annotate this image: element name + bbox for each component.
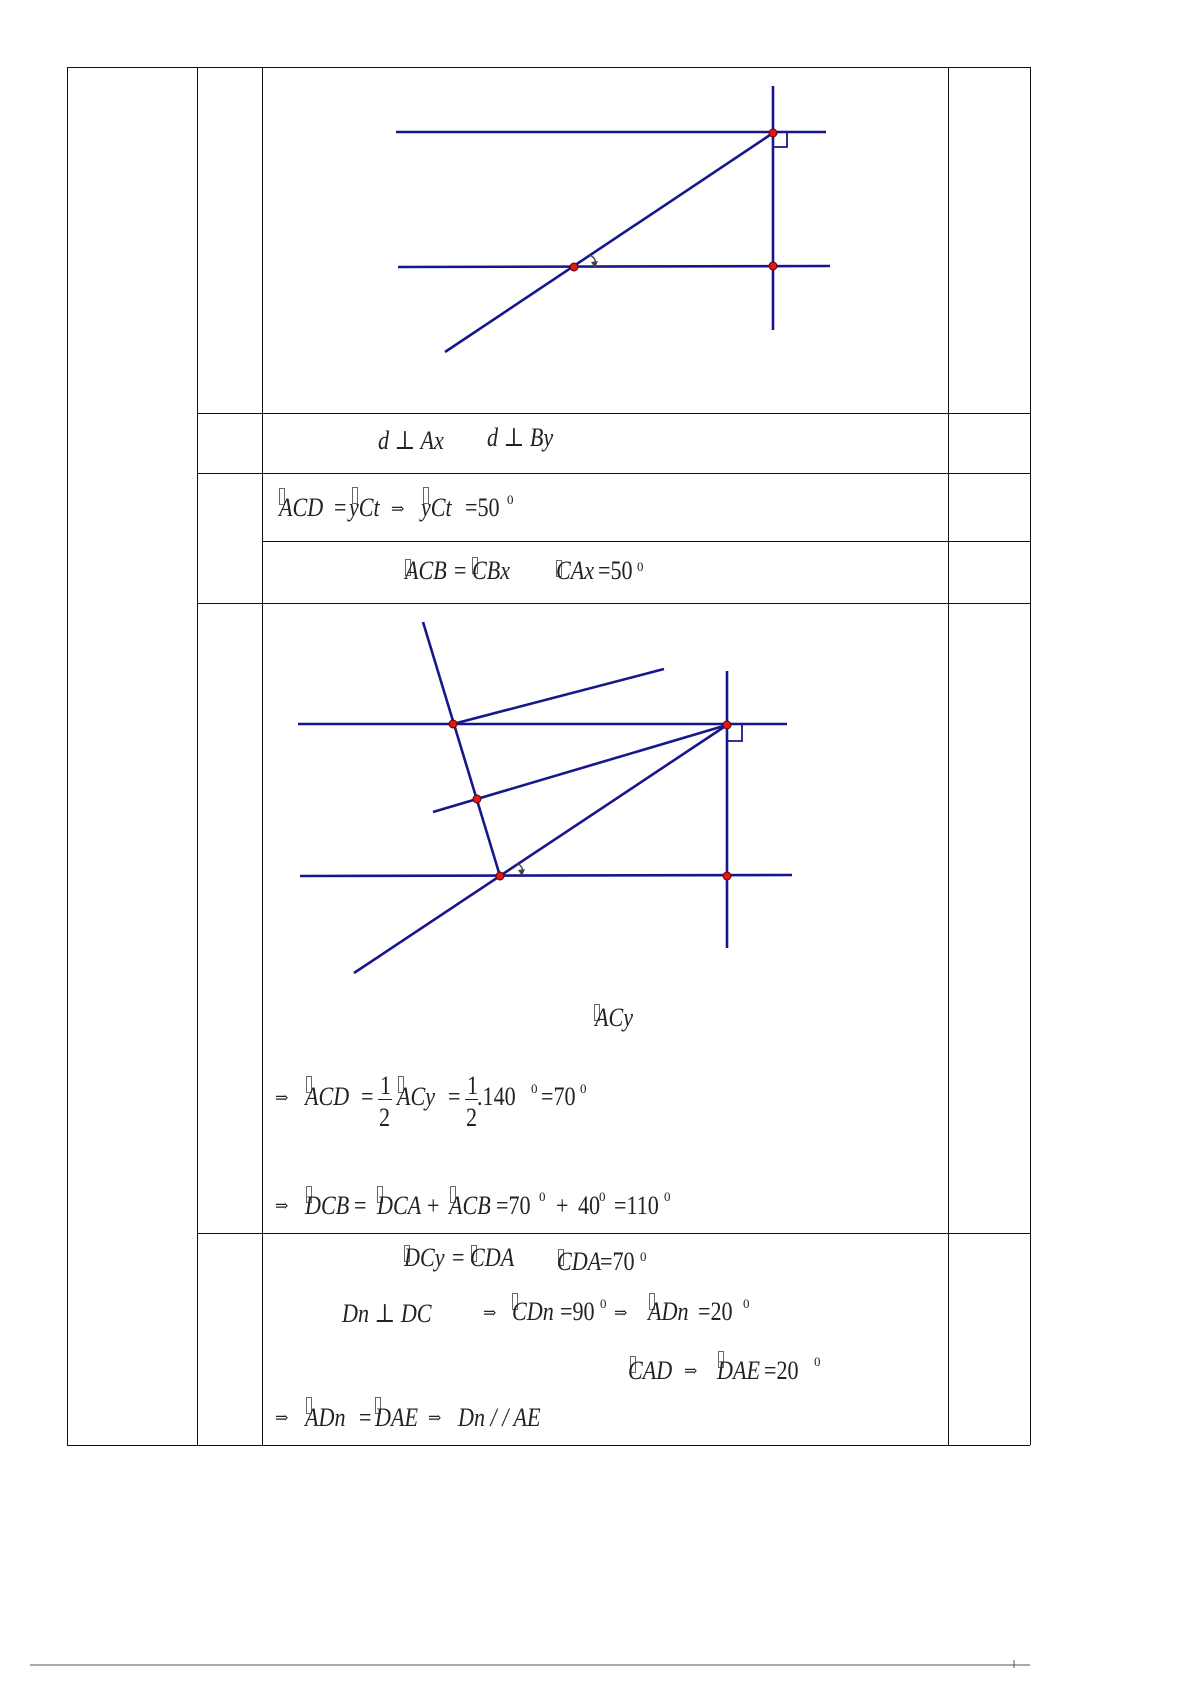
figure-2-transversal-line xyxy=(354,725,727,973)
implies-symbol: ⇒ xyxy=(275,1196,289,1215)
math-value: =110 xyxy=(614,1191,659,1220)
math-value: =90 xyxy=(560,1297,595,1326)
math-operator: = xyxy=(448,1082,461,1111)
angle-name: CDA xyxy=(470,1243,515,1272)
figure-1 xyxy=(396,86,830,352)
degree-superscript: 0 xyxy=(640,1249,647,1264)
degree-superscript: 0 xyxy=(600,1296,607,1311)
math-operator: + xyxy=(427,1191,440,1220)
angle-name: DCA xyxy=(377,1191,422,1220)
angle-name: yCt xyxy=(421,493,452,522)
angle-name: ACy xyxy=(595,1003,634,1032)
figure-2-point xyxy=(449,720,457,728)
implies-symbol: ⇒ xyxy=(275,1088,289,1107)
angle-name: CDn xyxy=(512,1297,554,1326)
math-operator: = xyxy=(359,1403,372,1432)
math-value: =70 xyxy=(600,1247,635,1276)
figure-2-point xyxy=(723,872,731,880)
math-operator: = xyxy=(334,493,347,522)
math-value: =20 xyxy=(698,1297,733,1326)
figure-2-ray-from-top-point xyxy=(453,669,664,724)
figure-2-bottom-horizontal-line xyxy=(300,875,792,876)
angle-name: ACD xyxy=(279,493,324,522)
math-operator: = xyxy=(354,1191,367,1220)
perpendicular-by-expression: d ⊥ By xyxy=(487,423,554,452)
angle-name: DCy xyxy=(404,1243,445,1272)
angle-name: ACB xyxy=(405,556,447,585)
figure-2-point xyxy=(723,721,731,729)
angle-name: ADn xyxy=(648,1297,689,1326)
implies-symbol: ⇒ xyxy=(275,1408,289,1427)
angle-name: CAD xyxy=(628,1356,673,1385)
angle-name: CBx xyxy=(472,556,511,585)
angle-name: ACy xyxy=(397,1082,436,1111)
degree-superscript: 0 xyxy=(664,1189,671,1204)
degree-superscript: 0 xyxy=(814,1354,821,1369)
figure-2-steep-line xyxy=(423,622,500,876)
figure-1-point xyxy=(769,262,777,270)
figure-2 xyxy=(298,622,792,973)
implies-symbol: ⇒ xyxy=(391,499,405,518)
math-value: =70 xyxy=(541,1082,576,1111)
degree-superscript: 0 xyxy=(637,559,644,574)
fraction-bar xyxy=(378,1099,392,1100)
fraction-denominator: 2 xyxy=(466,1103,478,1132)
angle-name: ACD xyxy=(305,1082,350,1111)
degree-superscript: 0 xyxy=(507,492,514,507)
figure-1-transversal-line xyxy=(445,133,773,352)
math-value: =20 xyxy=(764,1356,799,1385)
math-value: =50 xyxy=(598,556,633,585)
figure-2-point xyxy=(473,795,481,803)
perpendicular-dn-expression: Dn ⊥ DC xyxy=(342,1299,432,1328)
perpendicular-ax-expression: d ⊥ Ax xyxy=(378,426,444,455)
degree-superscript: 0 xyxy=(743,1296,750,1311)
figure-1-bottom-horizontal-line xyxy=(398,266,830,267)
implies-symbol: ⇒ xyxy=(684,1361,698,1380)
math-value: .140 xyxy=(477,1082,516,1111)
angle-name: CDA xyxy=(557,1247,602,1276)
math-value: 40 xyxy=(578,1191,601,1220)
angle-name: DAE xyxy=(375,1403,418,1432)
fraction-numerator: 1 xyxy=(380,1071,392,1100)
angle-name: CAx xyxy=(556,556,595,585)
math-value: =70 xyxy=(496,1191,531,1220)
math-operator: = xyxy=(454,556,467,585)
implies-symbol: ⇒ xyxy=(614,1303,628,1322)
implies-symbol: ⇒ xyxy=(483,1303,497,1322)
figure-2-point xyxy=(496,872,504,880)
implies-symbol: ⇒ xyxy=(428,1408,442,1427)
degree-superscript: 0 xyxy=(531,1081,538,1096)
math-operator: + xyxy=(556,1191,569,1220)
degree-superscript: 0 xyxy=(539,1189,546,1204)
parallel-conclusion: Dn / / AE xyxy=(458,1403,541,1432)
math-value: =50 xyxy=(465,493,500,522)
fraction-denominator: 2 xyxy=(379,1103,391,1132)
degree-superscript: 0 xyxy=(599,1189,606,1204)
figure-1-point xyxy=(769,129,777,137)
angle-name: ACB xyxy=(449,1191,491,1220)
figure-1-point xyxy=(570,263,578,271)
angle-name: DCB xyxy=(305,1191,350,1220)
angle-name: yCt xyxy=(349,493,380,522)
degree-superscript: 0 xyxy=(580,1081,587,1096)
math-operator: = xyxy=(452,1243,465,1272)
fraction-numerator: 1 xyxy=(467,1071,479,1100)
math-operator: = xyxy=(361,1082,374,1111)
angle-name: DAE xyxy=(717,1356,760,1385)
angle-name: ADn xyxy=(305,1403,346,1432)
